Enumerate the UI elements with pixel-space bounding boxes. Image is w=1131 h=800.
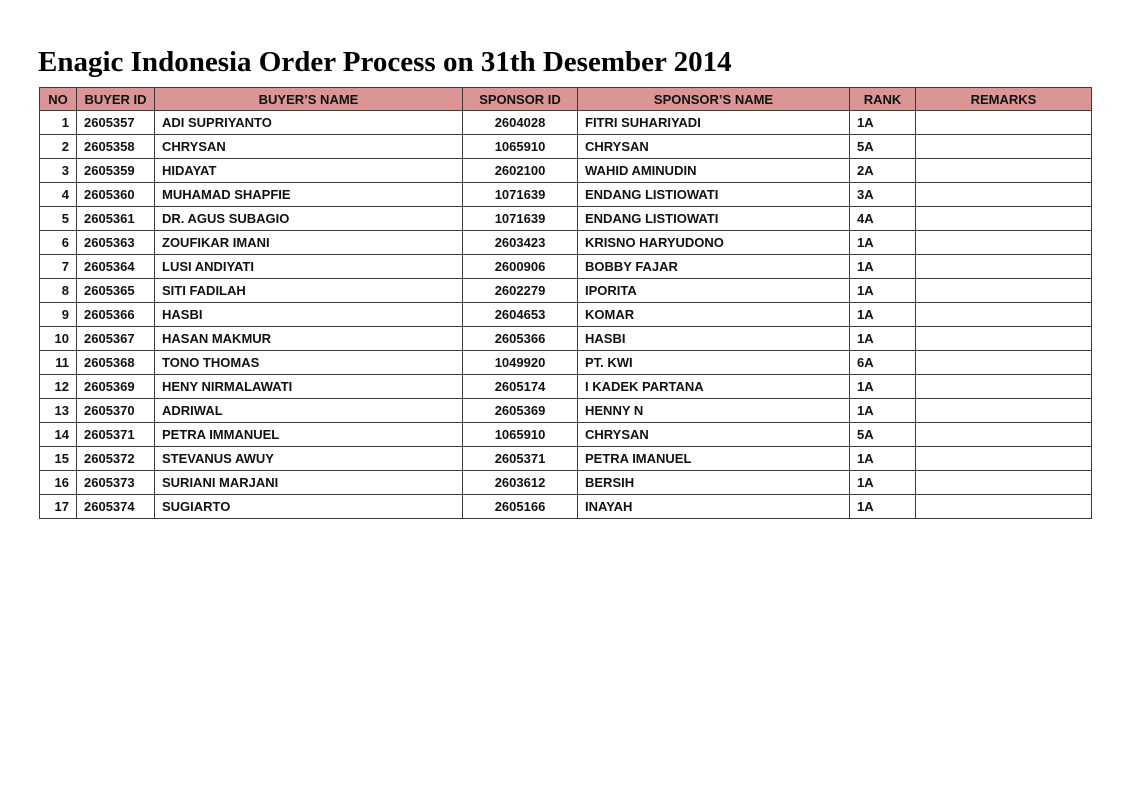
- column-header-rank: RANK: [850, 88, 916, 111]
- cell-remarks: [916, 327, 1092, 351]
- table-row: [40, 495, 1092, 519]
- cell-buyer-id: 2605366: [77, 303, 155, 327]
- table-row: [40, 231, 1092, 255]
- cell-sponsor-name: FITRI SUHARIYADI: [578, 111, 850, 135]
- cell-sponsor-id: 1049920: [463, 351, 578, 375]
- cell-buyer-id: 2605360: [77, 183, 155, 207]
- cell-no: 11: [40, 351, 77, 375]
- cell-rank: 1A: [850, 375, 916, 399]
- cell-rank: 1A: [850, 471, 916, 495]
- page-title: Enagic Indonesia Order Process on 31th Desember 2014: [38, 46, 732, 78]
- cell-sponsor-name: ENDANG LISTIOWATI: [578, 207, 850, 231]
- table-row: [40, 207, 1092, 231]
- cell-remarks: [916, 471, 1092, 495]
- cell-sponsor-id: 2604028: [463, 111, 578, 135]
- cell-sponsor-id: 2605369: [463, 399, 578, 423]
- column-header-remarks: REMARKS: [916, 88, 1092, 111]
- cell-sponsor-name: CHRYSAN: [578, 135, 850, 159]
- cell-sponsor-name: KRISNO HARYUDONO: [578, 231, 850, 255]
- table-row: [40, 135, 1092, 159]
- table-row: [40, 327, 1092, 351]
- cell-remarks: [916, 495, 1092, 519]
- cell-sponsor-id: 2602100: [463, 159, 578, 183]
- cell-no: 4: [40, 183, 77, 207]
- cell-no: 14: [40, 423, 77, 447]
- cell-sponsor-name: HENNY N: [578, 399, 850, 423]
- cell-remarks: [916, 183, 1092, 207]
- cell-sponsor-name: WAHID AMINUDIN: [578, 159, 850, 183]
- cell-sponsor-id: 2602279: [463, 279, 578, 303]
- cell-sponsor-id: 2600906: [463, 255, 578, 279]
- cell-no: 9: [40, 303, 77, 327]
- cell-remarks: [916, 303, 1092, 327]
- table-row: [40, 111, 1092, 135]
- cell-sponsor-name: CHRYSAN: [578, 423, 850, 447]
- column-header-buyer-name: BUYER’S NAME: [155, 88, 463, 111]
- cell-no: 16: [40, 471, 77, 495]
- cell-sponsor-id: 2604653: [463, 303, 578, 327]
- cell-sponsor-name: INAYAH: [578, 495, 850, 519]
- cell-buyer-name: HASAN MAKMUR: [155, 327, 463, 351]
- cell-remarks: [916, 447, 1092, 471]
- cell-buyer-id: 2605371: [77, 423, 155, 447]
- table-row: [40, 447, 1092, 471]
- cell-no: 10: [40, 327, 77, 351]
- cell-sponsor-id: 2605366: [463, 327, 578, 351]
- cell-rank: 2A: [850, 159, 916, 183]
- cell-sponsor-name: PT. KWI: [578, 351, 850, 375]
- column-header-sponsor-id: SPONSOR ID: [463, 88, 578, 111]
- cell-buyer-id: 2605373: [77, 471, 155, 495]
- cell-buyer-name: ADRIWAL: [155, 399, 463, 423]
- cell-buyer-id: 2605370: [77, 399, 155, 423]
- cell-remarks: [916, 159, 1092, 183]
- table-row: [40, 471, 1092, 495]
- cell-rank: 1A: [850, 495, 916, 519]
- cell-no: 1: [40, 111, 77, 135]
- cell-rank: 5A: [850, 423, 916, 447]
- cell-sponsor-name: ENDANG LISTIOWATI: [578, 183, 850, 207]
- cell-remarks: [916, 207, 1092, 231]
- orders-table: [39, 87, 1092, 519]
- cell-sponsor-id: 1071639: [463, 207, 578, 231]
- table-row: [40, 375, 1092, 399]
- cell-no: 8: [40, 279, 77, 303]
- cell-rank: 1A: [850, 303, 916, 327]
- cell-sponsor-id: 2603612: [463, 471, 578, 495]
- table-row: [40, 183, 1092, 207]
- cell-sponsor-name: HASBI: [578, 327, 850, 351]
- table-row: [40, 423, 1092, 447]
- table-header: [40, 88, 1092, 111]
- cell-buyer-id: 2605359: [77, 159, 155, 183]
- cell-buyer-name: ADI SUPRIYANTO: [155, 111, 463, 135]
- cell-no: 15: [40, 447, 77, 471]
- cell-remarks: [916, 375, 1092, 399]
- cell-buyer-name: HIDAYAT: [155, 159, 463, 183]
- cell-sponsor-id: 1065910: [463, 135, 578, 159]
- cell-remarks: [916, 255, 1092, 279]
- cell-sponsor-name: I KADEK PARTANA: [578, 375, 850, 399]
- cell-sponsor-name: KOMAR: [578, 303, 850, 327]
- cell-no: 17: [40, 495, 77, 519]
- cell-rank: 1A: [850, 447, 916, 471]
- cell-rank: 1A: [850, 327, 916, 351]
- cell-sponsor-id: 1071639: [463, 183, 578, 207]
- cell-no: 3: [40, 159, 77, 183]
- cell-sponsor-id: 1065910: [463, 423, 578, 447]
- cell-no: 5: [40, 207, 77, 231]
- column-header-no: NO: [40, 88, 77, 111]
- table-row: [40, 279, 1092, 303]
- cell-remarks: [916, 231, 1092, 255]
- cell-remarks: [916, 135, 1092, 159]
- cell-buyer-id: 2605367: [77, 327, 155, 351]
- table-row: [40, 399, 1092, 423]
- cell-buyer-id: 2605358: [77, 135, 155, 159]
- cell-no: 2: [40, 135, 77, 159]
- cell-remarks: [916, 423, 1092, 447]
- cell-buyer-id: 2605374: [77, 495, 155, 519]
- table-body: [40, 111, 1092, 519]
- cell-buyer-id: 2605369: [77, 375, 155, 399]
- cell-rank: 1A: [850, 399, 916, 423]
- cell-buyer-name: STEVANUS AWUY: [155, 447, 463, 471]
- cell-no: 6: [40, 231, 77, 255]
- cell-buyer-name: TONO THOMAS: [155, 351, 463, 375]
- cell-sponsor-id: 2605371: [463, 447, 578, 471]
- cell-no: 7: [40, 255, 77, 279]
- cell-buyer-name: ZOUFIKAR IMANI: [155, 231, 463, 255]
- cell-buyer-name: HENY NIRMALAWATI: [155, 375, 463, 399]
- cell-sponsor-id: 2605174: [463, 375, 578, 399]
- cell-sponsor-name: PETRA IMANUEL: [578, 447, 850, 471]
- cell-rank: 5A: [850, 135, 916, 159]
- cell-sponsor-id: 2605166: [463, 495, 578, 519]
- cell-no: 12: [40, 375, 77, 399]
- cell-sponsor-name: BERSIH: [578, 471, 850, 495]
- table-row: [40, 159, 1092, 183]
- column-header-buyer-id: BUYER ID: [77, 88, 155, 111]
- cell-remarks: [916, 279, 1092, 303]
- cell-rank: 3A: [850, 183, 916, 207]
- cell-rank: 1A: [850, 231, 916, 255]
- cell-buyer-name: CHRYSAN: [155, 135, 463, 159]
- cell-remarks: [916, 111, 1092, 135]
- cell-buyer-id: 2605372: [77, 447, 155, 471]
- cell-rank: 1A: [850, 255, 916, 279]
- cell-sponsor-name: BOBBY FAJAR: [578, 255, 850, 279]
- cell-buyer-id: 2605365: [77, 279, 155, 303]
- cell-no: 13: [40, 399, 77, 423]
- cell-rank: 4A: [850, 207, 916, 231]
- table-row: [40, 255, 1092, 279]
- cell-rank: 1A: [850, 111, 916, 135]
- cell-buyer-id: 2605363: [77, 231, 155, 255]
- column-header-sponsor-name: SPONSOR’S NAME: [578, 88, 850, 111]
- cell-buyer-name: HASBI: [155, 303, 463, 327]
- cell-sponsor-name: IPORITA: [578, 279, 850, 303]
- cell-buyer-name: SURIANI MARJANI: [155, 471, 463, 495]
- cell-buyer-name: DR. AGUS SUBAGIO: [155, 207, 463, 231]
- header-row: [40, 88, 1092, 111]
- cell-buyer-name: LUSI ANDIYATI: [155, 255, 463, 279]
- cell-rank: 6A: [850, 351, 916, 375]
- table-row: [40, 351, 1092, 375]
- cell-buyer-id: 2605364: [77, 255, 155, 279]
- cell-buyer-name: SUGIARTO: [155, 495, 463, 519]
- cell-buyer-name: PETRA IMMANUEL: [155, 423, 463, 447]
- table-row: [40, 303, 1092, 327]
- cell-sponsor-id: 2603423: [463, 231, 578, 255]
- cell-buyer-name: MUHAMAD SHAPFIE: [155, 183, 463, 207]
- cell-remarks: [916, 399, 1092, 423]
- cell-buyer-name: SITI FADILAH: [155, 279, 463, 303]
- cell-buyer-id: 2605357: [77, 111, 155, 135]
- cell-rank: 1A: [850, 279, 916, 303]
- cell-buyer-id: 2605368: [77, 351, 155, 375]
- cell-buyer-id: 2605361: [77, 207, 155, 231]
- cell-remarks: [916, 351, 1092, 375]
